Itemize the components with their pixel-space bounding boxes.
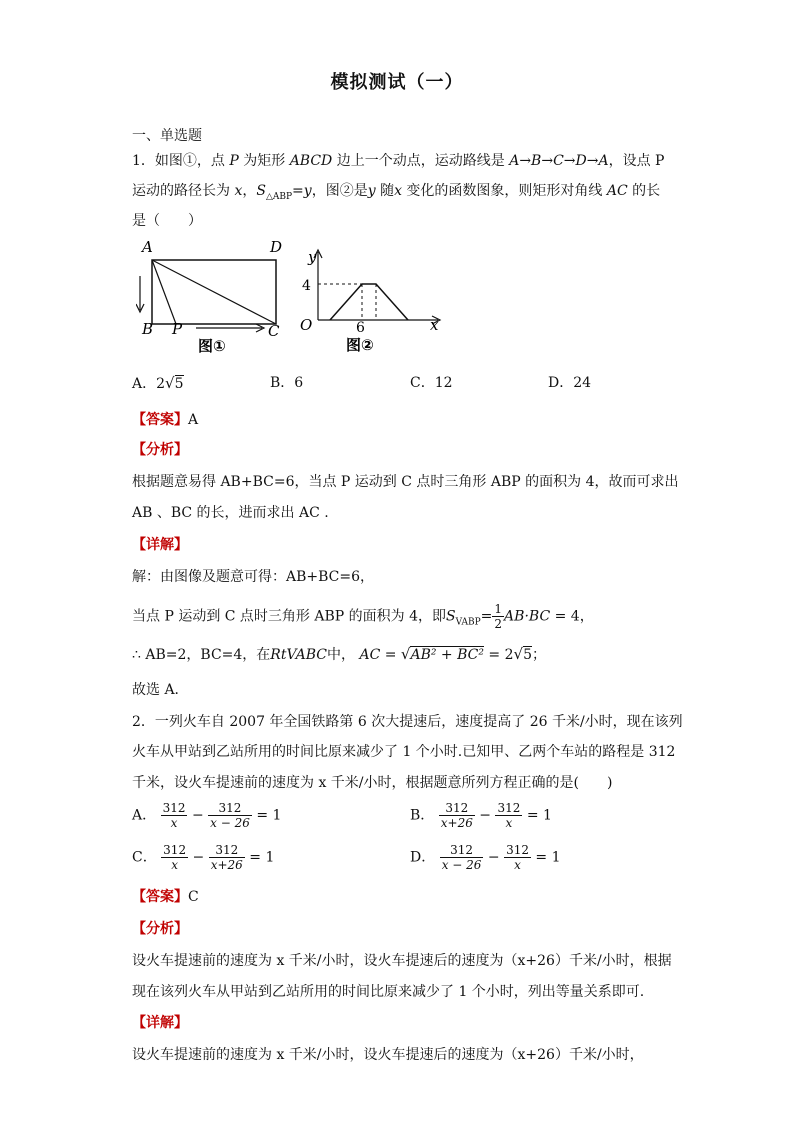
q1-analysis-line2: AB 、BC 的长，进而求出 AC .: [132, 505, 329, 521]
point-p-label: P: [172, 320, 183, 338]
q2-answer: 【答案】C: [132, 889, 199, 905]
q2-stem-line2: 火车从甲站到乙站所用的时间比原来减少了 1 个小时.已知甲、乙两个车站的路程是 312: [132, 744, 676, 760]
segment-ap: [152, 260, 176, 324]
q2-option-a: A． $\frac{312}{x}$ − $\frac{312}{x - 26}$ = 1: [132, 801, 282, 830]
q2-detail-tag: 【详解】: [132, 1015, 188, 1031]
vertex-c-label: C: [268, 322, 280, 340]
q2-option-c: C． $\frac{312}{x}$ − $\frac{312}{x+26}$ = 1: [132, 843, 275, 872]
q1-stem-line2: 运动的路径长为 x，$S_{\triangle ABP}=y$，图②是y 随x 变化的函数图象，则矩形对角线 AC 的长: [132, 183, 661, 202]
q1-stem-line1: 1．如图①，点 P 为矩形 ABCD 边上一个动点，运动路线是 A→B→C→D→A，设点 P: [132, 153, 665, 169]
diagonal-ac: [152, 260, 276, 324]
y-axis-label: y: [308, 248, 317, 266]
x-tick-6: 6: [356, 320, 365, 336]
q1-option-a: A．2√5: [132, 374, 184, 392]
q1-detail-line1: 解：由图像及题意可得：AB+BC=6，: [132, 569, 375, 585]
q1-detail-line3: ∴ AB=2，BC=4，在RtVABC中， AC = √AB² + BC² = 2√5；: [132, 645, 547, 663]
figure-2-caption: 图②: [346, 336, 374, 354]
q1-option-c: C．12: [410, 375, 453, 391]
q1-answer: 【答案】A: [132, 412, 199, 428]
q1-option-d: D．24: [548, 375, 592, 391]
q2-detail-line1: 设火车提速前的速度为 x 千米/小时，设火车提速后的速度为（x+26）千米/小时，: [132, 1047, 644, 1063]
q1-figure-2: [296, 248, 446, 360]
origin-label: O: [300, 316, 313, 334]
function-graph: [330, 284, 408, 320]
q2-analysis-tag: 【分析】: [132, 921, 188, 937]
q2-analysis-line1: 设火车提速前的速度为 x 千米/小时，设火车提速后的速度为（x+26）千米/小时，根据: [132, 953, 672, 969]
page-title: 模拟测试（一）: [330, 72, 464, 93]
y-tick-4: 4: [302, 278, 311, 294]
q1-detail-line2: 当点 P 运动到 C 点时三角形 ABP 的面积为 4，即$S_{VABP}=$ $\frac{1}{2}$ AB·BC = 4，: [132, 602, 594, 631]
vertex-b-label: B: [142, 320, 154, 338]
vertex-d-label: D: [270, 238, 283, 256]
q2-stem-line3: 千米，设火车提速前的速度为 x 千米/小时，根据题意所列方程正确的是( ): [132, 775, 613, 791]
q1-analysis-line1: 根据题意易得 AB+BC=6，当点 P 运动到 C 点时三角形 ABP 的面积为 4，故而可求出: [132, 474, 679, 490]
q2-stem-line1: 2．一列火车自 2007 年全国铁路第 6 次大提速后，速度提高了 26 千米/小时，现在该列: [132, 714, 683, 730]
q1-detail-line4: 故选 A．: [132, 682, 189, 698]
q1-stem-line3: 是（ ）: [132, 213, 202, 229]
q2-analysis-line2: 现在该列火车从甲站到乙站所用的时间比原来减少了 1 个小时，列出等量关系即可.: [132, 984, 645, 1000]
q1-analysis-tag: 【分析】: [132, 442, 188, 458]
x-axis-label: x: [430, 316, 439, 334]
q1-detail-tag: 【详解】: [132, 537, 188, 553]
q2-option-b: B． $\frac{312}{x+26}$ − $\frac{312}{x}$ = 1: [410, 801, 552, 830]
figure-1-caption: 图①: [198, 337, 226, 355]
q2-option-d: D． $\frac{312}{x - 26}$ − $\frac{312}{x}$ = 1: [410, 843, 561, 872]
section-heading: 一、单选题: [132, 128, 202, 144]
vertex-a-label: A: [142, 238, 153, 256]
q1-option-b: B．6: [270, 375, 304, 391]
q1-figure-1: [136, 236, 296, 358]
